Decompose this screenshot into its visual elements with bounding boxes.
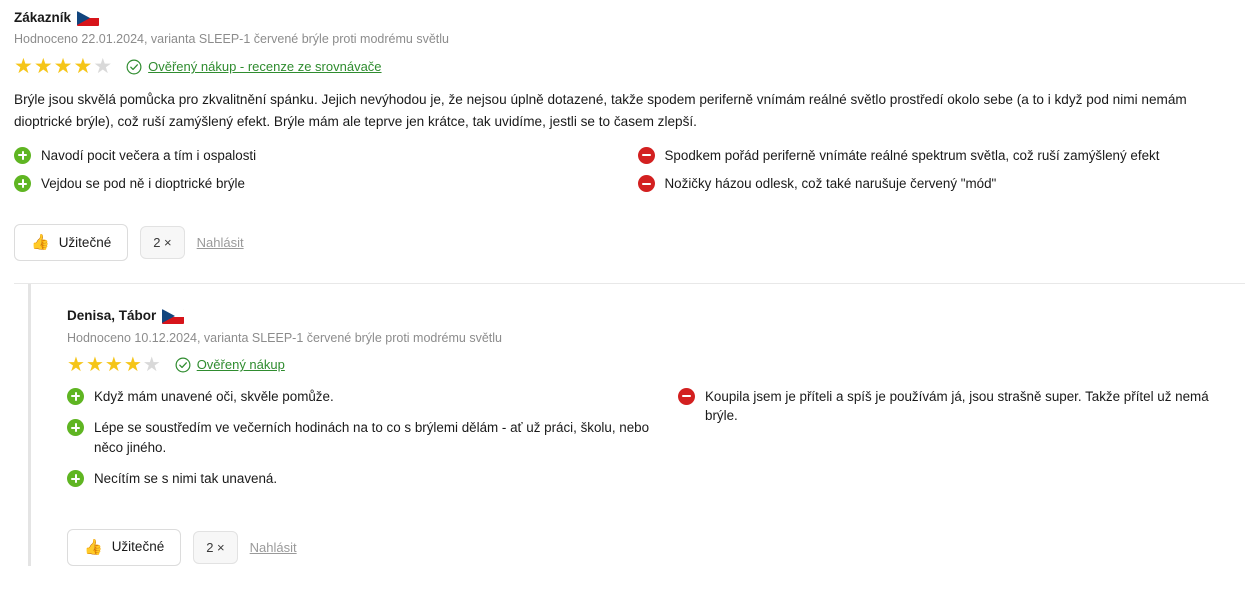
pro-text: Lépe se soustředím ve večerních hodinách na to co s brýlemi dělám - ať už práci, školu, nebo něco jiného. [94, 420, 650, 455]
plus-icon [14, 175, 31, 192]
useful-count: 2 × [193, 531, 237, 564]
con-item [638, 174, 1246, 193]
star-filled-icon: ★ [33, 55, 53, 79]
pros-cons [14, 146, 1245, 203]
plus-icon [67, 419, 84, 436]
star-filled-icon: ★ [123, 353, 142, 376]
plus-icon [67, 388, 84, 405]
pro-item [67, 418, 656, 457]
star-filled-icon: ★ [53, 55, 73, 79]
czech-flag-icon [77, 11, 99, 26]
review-item [28, 284, 1245, 565]
useful-button-label: Užitečné [111, 539, 165, 555]
pro-item [14, 146, 630, 165]
star-filled-icon: ★ [85, 353, 104, 376]
useful-count: 2 × [140, 226, 184, 259]
minus-icon [678, 388, 695, 405]
star-filled-icon: ★ [104, 353, 123, 376]
verified-check-icon [126, 59, 142, 75]
star-rating [67, 355, 161, 375]
rating-row [14, 56, 1245, 77]
useful-button[interactable] [67, 529, 181, 566]
pro-item [14, 174, 630, 193]
verified-check-icon [175, 357, 191, 373]
review-author [14, 10, 1245, 26]
plus-icon [14, 147, 31, 164]
pros-column [14, 146, 630, 203]
rating-row [67, 355, 1245, 375]
verified-purchase-badge[interactable] [175, 357, 285, 373]
review-meta: Hodnoceno 22.01.2024, varianta SLEEP-1 červené brýle proti modrému světlu [14, 32, 449, 47]
plus-icon [67, 470, 84, 487]
thumbs-up-icon: 👍 [31, 234, 50, 252]
star-filled-icon: ★ [14, 55, 33, 79]
report-link[interactable]: Nahlásit [249, 539, 297, 555]
verified-purchase-label[interactable]: Ověřený nákup [196, 357, 285, 373]
pros-column [67, 387, 656, 501]
verified-purchase-label[interactable]: Ověřený nákup - recenze ze srovnávače [148, 59, 382, 75]
con-text: Koupila jsem je příteli a spíš je používám já, jsou strašně super. Takže přítel už nemá brýle. [705, 388, 1209, 424]
pro-item [67, 387, 656, 406]
thumbs-up-icon: 👍 [84, 538, 103, 556]
minus-icon [638, 147, 655, 164]
con-item [678, 387, 1245, 426]
review-actions [67, 529, 1245, 566]
review-author-name: Zákazník [14, 10, 72, 25]
pro-text: Když mám unavené oči, skvěle pomůže. [94, 388, 334, 404]
pro-text: Vejdou se pod ně i dioptrické brýle [41, 176, 245, 191]
pro-text: Necítím se s nimi tak unavená. [94, 471, 278, 487]
star-empty-icon: ★ [93, 55, 113, 79]
con-text: Nožičky házou odlesk, což také narušuje červený "mód" [664, 176, 997, 191]
review-text: Brýle jsou skvělá pomůcka pro zkvalitnění spánku. Jejich nevýhodou je, že nejsou úplně dotazené, takže spodem periferně vnímám reálné světlo prostředí okolo sebe (a to i když pod nimi nemám dioptrické brýle), což ruší zamýšlený efekt. Brýle mám ale teprve jen krátce, tak uvidíme, jestli se to časem zlepší. [14, 92, 1187, 129]
review-author-name: Denisa, Tábor [67, 308, 157, 324]
con-text: Spodkem pořád periferně vnímáte reálné spektrum světla, což ruší zamýšlený efekt [664, 147, 1160, 163]
star-empty-icon: ★ [142, 353, 161, 376]
review-actions [14, 224, 1245, 261]
pro-item [67, 469, 656, 488]
star-filled-icon: ★ [73, 55, 93, 79]
pros-cons [67, 387, 1245, 501]
cons-column [630, 146, 1246, 203]
review-author [67, 308, 1245, 324]
review-meta: Hodnoceno 10.12.2024, varianta SLEEP-1 červené brýle proti modrému světlu [67, 330, 502, 345]
cons-column [656, 387, 1245, 501]
minus-icon [638, 175, 655, 192]
pro-text: Navodí pocit večera a tím i ospalosti [41, 147, 257, 163]
con-item [638, 146, 1246, 165]
useful-button[interactable] [14, 224, 128, 261]
review-item [14, 10, 1245, 261]
report-link[interactable]: Nahlásit [196, 235, 244, 251]
czech-flag-icon [162, 309, 184, 324]
star-rating [14, 56, 112, 77]
star-filled-icon: ★ [67, 353, 85, 376]
useful-button-label: Užitečné [58, 235, 112, 251]
verified-purchase-badge[interactable] [126, 59, 381, 75]
